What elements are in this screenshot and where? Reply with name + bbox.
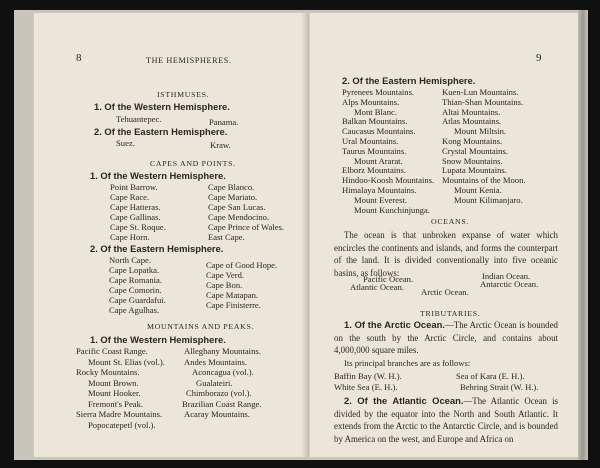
list-item: Cape Mariato. xyxy=(208,192,258,202)
section-title-isthmuses: ISTHMUSES. xyxy=(157,90,210,99)
branches-intro: Its principal branches are as follows: xyxy=(344,358,471,368)
list-item: Hindoo-Koosh Mountains. xyxy=(342,175,435,186)
open-book xyxy=(14,10,588,460)
list-item: Brazilian Coast Range. xyxy=(182,398,262,409)
list-item: Crystal Mountains. xyxy=(442,145,508,156)
arctic-paragraph xyxy=(334,319,558,357)
arctic-heading: 1. Of the Arctic Ocean. xyxy=(344,319,445,330)
list-item: Mount Hooker. xyxy=(88,388,141,398)
branch-item: Behring Strait (W. H.). xyxy=(460,382,539,392)
section-title-oceans: OCEANS. xyxy=(431,217,470,226)
list-item: Lupata Mountains. xyxy=(442,165,507,176)
list-item: Rocky Mountains. xyxy=(76,367,140,377)
list-item: Altai Mountains. xyxy=(442,106,501,117)
list-item: Alps Mountains. xyxy=(342,96,400,107)
list-item: Aconcagua (vol.). xyxy=(192,367,254,377)
list-item: Cape San Lucas. xyxy=(208,202,266,212)
list-item: Thian-Shan Mountains. xyxy=(442,96,524,107)
book-edge xyxy=(578,10,588,460)
section-title-capes: CAPES AND POINTS. xyxy=(150,159,236,168)
list-item: Pyrenees Mountains. xyxy=(342,87,415,97)
page-number-right: 9 xyxy=(536,52,542,64)
right-page xyxy=(310,13,578,457)
list-item: Cape Blanco. xyxy=(208,182,255,192)
list-item: Mount Kilimanjaro. xyxy=(454,194,523,205)
list-item: Kuen-Lun Mountains. xyxy=(442,87,519,97)
capes-western-heading: 1. Of the Western Hemisphere. xyxy=(90,170,226,181)
isthmuses-eastern-heading: 2. Of the Eastern Hemisphere. xyxy=(94,126,228,137)
isthmuses-western-heading: 1. Of the Western Hemisphere. xyxy=(94,101,230,112)
branch-item: Baffin Bay (W. H.). xyxy=(334,371,402,381)
list-item: Cape of Good Hope. xyxy=(206,260,278,270)
list-item: Kong Mountains. xyxy=(442,136,503,146)
mountains-eastern-heading: 2. Of the Eastern Hemisphere. xyxy=(342,75,476,86)
capes-eastern-heading: 2. Of the Eastern Hemisphere. xyxy=(90,243,224,254)
list-item: North Cape. xyxy=(109,255,152,265)
isthmus-item: Panama. xyxy=(209,117,239,127)
list-item: Alleghany Mountains. xyxy=(184,346,261,356)
isthmus-item: Suez. xyxy=(116,138,135,148)
page-number-left: 8 xyxy=(76,52,82,64)
isthmus-item: Kraw. xyxy=(210,140,231,150)
section-title-mountains: MOUNTAINS AND PEAKS. xyxy=(147,322,255,331)
list-item: Mount St. Elias (vol.). xyxy=(88,356,165,367)
list-item: Cape St. Roque. xyxy=(110,222,166,232)
atlantic-text: —The Atlantic Ocean is divided by the equator into the North and South Atlantic. It extends from the Arctic to the Antarctic Circle, and is bounded by America on the west, and Europe and Africa on xyxy=(334,396,558,444)
list-item: Sierra Madre Mountains. xyxy=(76,409,163,419)
running-head: THE HEMISPHERES. xyxy=(146,56,232,65)
branch-item: White Sea (E. H.). xyxy=(334,382,398,392)
list-item: Mount Miltsin. xyxy=(454,126,507,137)
list-item: Point Barrow. xyxy=(110,182,158,192)
branch-item: Sea of Kara (E. H.). xyxy=(456,371,525,381)
oceans-paragraph: The ocean is that unbroken expanse of water which encircles the continents and islands, and forms the counterpart of the land. It is divided conventionally into five oceanic basins, as follows: xyxy=(334,230,558,278)
list-item: Balkan Mountains. xyxy=(342,116,408,127)
mountains-western-heading: 1. Of the Western Hemisphere. xyxy=(90,334,226,345)
list-item: Mount Ararat. xyxy=(354,155,403,166)
list-item: Mount Everest. xyxy=(354,194,407,205)
ocean-name: Atlantic Ocean. xyxy=(350,282,404,292)
list-item: Fremont's Peak. xyxy=(88,398,144,409)
list-item: Taurus Mountains. xyxy=(342,145,407,156)
list-item: Acaray Mountains. xyxy=(184,409,250,419)
list-item: Cape Agulhas. xyxy=(109,305,160,315)
ocean-name: Antarctic Ocean. xyxy=(480,279,539,289)
ocean-name: Arctic Ocean. xyxy=(421,287,469,297)
list-item: Cape Lopatka. xyxy=(109,265,160,275)
ocean-name: Pacific Ocean. xyxy=(363,274,414,284)
list-item: Cape Finisterre. xyxy=(206,300,261,310)
list-item: Mount Brown. xyxy=(88,377,139,388)
list-item: Gualateiri. xyxy=(196,377,233,388)
list-item: Mount Kenia. xyxy=(454,185,502,195)
list-item: Mont Blanc. xyxy=(354,106,397,117)
list-item: Chimborazo (vol.). xyxy=(186,388,252,398)
list-item: Cape Guardafui. xyxy=(109,295,166,305)
atlantic-paragraph xyxy=(334,395,558,445)
list-item: Atlas Mountains. xyxy=(442,116,502,127)
list-item: East Cape. xyxy=(208,232,245,242)
list-item: Pacific Coast Range. xyxy=(76,346,148,356)
list-item: Cape Matapan. xyxy=(206,290,259,300)
list-item: Cape Romania. xyxy=(109,275,162,285)
list-item: Cape Verd. xyxy=(206,270,245,280)
list-item: Snow Mountains. xyxy=(442,155,503,166)
arctic-text: —The Arctic Ocean is bounded on the south by the Arctic Circle, and contains about 4,000,000 square miles. xyxy=(334,320,558,355)
list-item: Mountains of the Moon. xyxy=(442,175,526,186)
ocean-name: Indian Ocean. xyxy=(482,271,531,281)
list-item: Cape Hatteras. xyxy=(110,202,161,212)
list-item: Cape Horn. xyxy=(110,232,150,242)
list-item: Popocatepetl (vol.). xyxy=(88,419,156,430)
list-item: Cape Comorin. xyxy=(109,285,162,295)
list-item: Cape Gallinas. xyxy=(110,212,161,222)
atlantic-heading: 2. Of the Atlantic Ocean. xyxy=(344,395,464,406)
section-title-tributaries: TRIBUTARIES. xyxy=(420,309,481,318)
list-item: Cape Race. xyxy=(110,192,150,202)
list-item: Cape Prince of Wales. xyxy=(208,222,284,232)
isthmus-item: Tehuantepec. xyxy=(116,114,162,124)
list-item: Caucasus Mountains. xyxy=(342,126,416,137)
list-item: Cape Mendocino. xyxy=(208,212,270,222)
list-item: Ural Mountains. xyxy=(342,136,399,146)
list-item: Elborz Mountains. xyxy=(342,165,406,176)
list-item: Mount Kunchinjunga. xyxy=(354,204,430,215)
left-page xyxy=(34,13,306,457)
list-item: Cape Bon. xyxy=(206,280,243,290)
list-item: Andes Mountains. xyxy=(184,356,248,367)
list-item: Himalaya Mountains. xyxy=(342,185,417,195)
